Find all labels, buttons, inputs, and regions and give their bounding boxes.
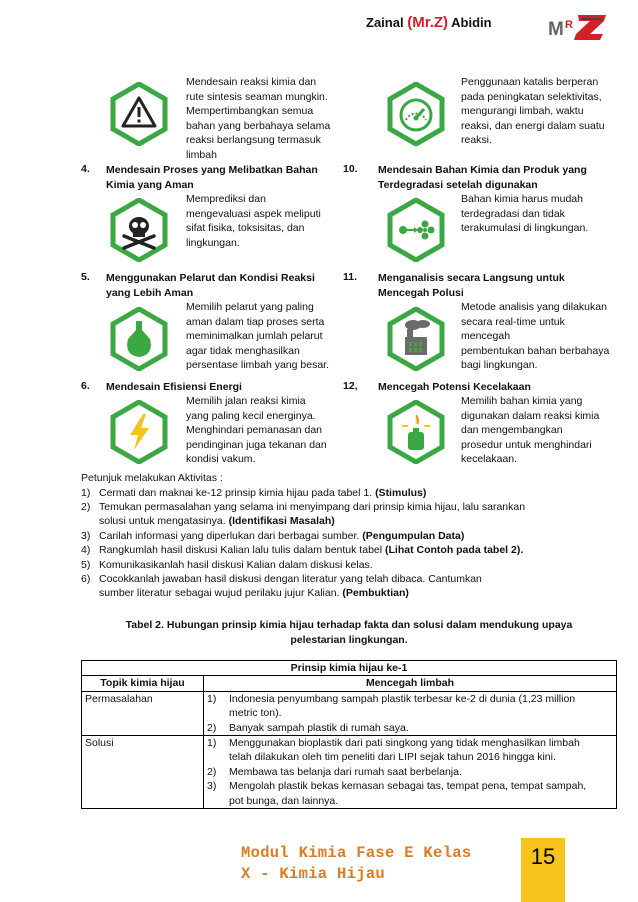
principle-10-title (378, 163, 587, 192)
table-row (82, 736, 617, 809)
title-line: Mencegah Polusi (378, 286, 464, 299)
text-line: bagi lingkungan. (461, 359, 538, 372)
principle-12-title (378, 380, 531, 395)
principle-12-number: 12, (343, 380, 358, 392)
principle-3-description (186, 75, 330, 163)
title-line: Menggunakan Pelarut dan Kondisi Reaksi (106, 272, 315, 284)
text-line: Metode analisis yang dilakukan (461, 301, 607, 313)
degradation-molecule-icon (387, 198, 445, 262)
text-line: terdegradasi dan tidak (461, 207, 565, 220)
step-text: Rangkumlah hasil diskusi Kalian lalu tulis dalam bentuk tabel (99, 544, 385, 557)
principle-11-description (461, 300, 609, 373)
text-line: terakumulasi di lingkungan. (461, 222, 589, 235)
column-header-topic: Topik kimia hijau (82, 676, 204, 691)
row-label-problem: Permasalahan (82, 691, 204, 735)
principle-6-number: 6. (81, 380, 90, 392)
principle-4-title (106, 163, 318, 192)
step-number: 3) (81, 529, 91, 542)
text-line: Bahan kimia harus mudah (461, 193, 583, 205)
principle-9-description (461, 75, 605, 148)
text-line: reaksi. (461, 134, 492, 147)
text-line: reaksi berlangsung termasuk (186, 134, 321, 147)
step-number: 5) (81, 558, 91, 571)
instruction-step (81, 486, 621, 500)
page-number: 15 (530, 844, 556, 869)
module-title-line: X - Kimia Hijau (241, 865, 386, 883)
text-line: yang paling kecil energinya. (186, 409, 316, 422)
text-line: mengevaluasi aspek meliputi (186, 207, 321, 220)
text-line: Penggunaan katalis berperan (461, 76, 599, 88)
item-number: 1) (207, 737, 217, 750)
text-line: pendinginan juga tekanan dan (186, 438, 327, 451)
principle-4-number: 4. (81, 163, 90, 175)
step-stage: (Pembuktian) (342, 587, 409, 600)
step-text: Komunikasikanlah hasil diskusi Kalian dalam diskusi kelas. (99, 558, 373, 571)
text-line: Mendesain reaksi kimia dan (186, 76, 317, 88)
page-number-box (521, 838, 565, 902)
title-line: Mendesain Proses yang Melibatkan Bahan (106, 164, 318, 176)
text-line: bahan yang berbahaya selama (186, 119, 331, 132)
item-text: Indonesia penyumbang sampah plastik terbesar ke-2 di dunia (1,23 million metric ton). (229, 692, 576, 720)
step-stage: (Pengumpulan Data) (362, 529, 465, 542)
text-line: agar tidak menghasilkan (186, 344, 300, 357)
step-stage: (Lihat Contoh pada tabel 2). (385, 544, 524, 557)
title-line: Mendesain Efisiensi Energi (106, 381, 242, 393)
caption-line: Tabel 2. Hubungan prinsip kimia hijau terhadap fakta dan solusi dalam mendukung upaya (125, 619, 573, 631)
text-line: pada peningkatan selektivitas, (461, 90, 602, 103)
principle-6-title (106, 380, 242, 395)
principle-10-description (461, 192, 588, 236)
text-line: rute sintesis seaman mungkin. (186, 90, 328, 103)
item-number: 3) (207, 780, 217, 793)
row-label-solution: Solusi (82, 736, 204, 809)
text-line: mengurangi limbah, waktu (461, 105, 584, 118)
step-stage: (Stimulus) (375, 486, 427, 499)
table-row (82, 691, 617, 735)
title-line: Mendesain Bahan Kimia dan Produk yang (378, 164, 587, 176)
author-first-name: Zainal (366, 15, 404, 30)
step-text: Temukan permasalahan yang selama ini menyimpang dari prinsip kimia hijau, lalu sarankan solusi untuk mengatasinya. (99, 501, 526, 528)
text-line: kondisi vakum. (186, 453, 256, 466)
step-number: 2) (81, 501, 91, 513)
instruction-step (81, 543, 621, 557)
table-row (82, 676, 617, 691)
table-2 (81, 660, 617, 809)
text-line: Memprediksi dan (186, 193, 266, 205)
text-line: pembentukan bahan berbahaya (461, 344, 610, 357)
text-line: Memilih pelarut yang paling (186, 301, 314, 313)
principle-5-description (186, 300, 329, 373)
item-number: 2) (207, 765, 217, 778)
problem-cell (204, 691, 617, 735)
text-line: limbah (186, 148, 217, 161)
lightning-energy-icon (110, 400, 168, 464)
instructions-heading: Petunjuk melakukan Aktivitas : (81, 472, 223, 484)
step-stage: (Identifikasi Masalah) (228, 515, 335, 528)
title-line: Mencegah Potensi Kecelakaan (378, 381, 531, 393)
header-author (366, 14, 492, 31)
text-line: Memilih bahan kimia yang (461, 395, 583, 407)
author-nickname: (Mr.Z) (407, 14, 449, 31)
activity-instructions (81, 471, 621, 601)
text-line: secara real-time untuk (461, 315, 565, 328)
text-line: meminimalkan jumlah pelarut (186, 330, 323, 343)
hazard-warning-icon (110, 82, 168, 146)
principle-6-description (186, 394, 327, 467)
text-line: digunakan dalam reaksi kimia (461, 409, 600, 422)
item-text: Mengolah plastik bekas kemasan sebagai tas, tempat pena, tempat sampah, pot bunga, dan lainnya. (229, 780, 587, 807)
text-line: aman dalam tiap proses serta (186, 315, 325, 328)
table-2-caption (81, 618, 617, 647)
fire-accident-icon (387, 400, 445, 464)
principle-10-number: 10. (343, 163, 358, 175)
list-item (207, 692, 592, 721)
list-item (207, 736, 592, 765)
svg-text:M: M (548, 19, 564, 40)
step-text: Cermati dan maknai ke-12 prinsip kimia hijau pada tabel 1. (99, 486, 376, 499)
gauge-catalyst-icon (387, 82, 445, 146)
module-title-line: Modul Kimia Fase E Kelas (241, 844, 472, 862)
principle-11-number: 11. (343, 271, 358, 283)
list-item (207, 765, 592, 779)
principle-12-description (461, 394, 599, 467)
table-row (82, 661, 617, 676)
instruction-step (81, 500, 544, 529)
text-line: prosedur untuk menghindari (461, 438, 592, 451)
column-header-principle: Mencegah limbah (204, 676, 617, 691)
item-number: 1) (207, 692, 217, 705)
title-line: Terdegradasi setelah digunakan (378, 178, 538, 191)
text-line: sifat fisika, toksisitas, dan (186, 222, 305, 235)
caption-line: pelestarian lingkungan. (290, 633, 408, 646)
step-number: 6) (81, 573, 91, 586)
step-text: Carilah informasi yang diperlukan dari berbagai sumber. (99, 529, 363, 542)
principle-11-title (378, 271, 565, 300)
text-line: dan mengembangkan (461, 424, 563, 437)
instruction-step (81, 558, 621, 572)
skull-toxic-icon (110, 198, 168, 262)
item-number: 2) (207, 721, 217, 734)
flask-solvent-icon (110, 307, 168, 371)
text-line: Mempertimbangkan semua (186, 105, 314, 118)
svg-text:R: R (565, 19, 573, 31)
item-text: Banyak sampah plastik di rumah saya. (229, 721, 409, 734)
factory-pollution-icon (387, 307, 445, 371)
author-logo (548, 10, 610, 42)
title-line: Menganalisis secara Langsung untuk (378, 272, 565, 284)
list-item (207, 721, 592, 735)
text-line: Menghindari pemanasan dan (186, 424, 323, 437)
principle-5-number: 5. (81, 271, 90, 283)
principle-4-description (186, 192, 321, 250)
author-last-name: Abidin (451, 15, 492, 30)
text-line: kecelakaan. (461, 453, 518, 466)
text-line: reaksi, dan energi dalam suatu (461, 119, 605, 132)
step-number: 4) (81, 544, 91, 557)
title-line: Kimia yang Aman (106, 178, 194, 191)
module-title (241, 843, 471, 885)
text-line: mencegah (461, 330, 511, 343)
item-text: Menggunakan bioplastik dari pati singkong yang tidak menghasilkan limbah telah dilakukan oleh tim peneliti dari LIPI sejak tahun 2016 hingga kini. (229, 737, 580, 764)
instruction-step (81, 572, 519, 601)
text-line: lingkungan. (186, 236, 240, 249)
list-item (207, 779, 592, 808)
principle-5-title (106, 271, 315, 300)
item-text: Membawa tas belanja dari rumah saat berbelanja. (229, 765, 462, 778)
principle-header: Prinsip kimia hijau ke-1 (82, 661, 617, 676)
step-text: Cocokkanlah jawaban hasil diskusi dengan literatur yang telah dibaca. Cantumkan sumber literatur sebagai wujud perilaku jujur Kalian. (99, 573, 482, 600)
text-line: Memilih jalan reaksi kimia (186, 395, 306, 407)
step-number: 1) (81, 486, 91, 499)
text-line: persentase limbah yang besar. (186, 359, 330, 372)
solution-cell (204, 736, 617, 809)
title-line: yang Lebih Aman (106, 286, 194, 299)
instruction-step (81, 529, 621, 543)
